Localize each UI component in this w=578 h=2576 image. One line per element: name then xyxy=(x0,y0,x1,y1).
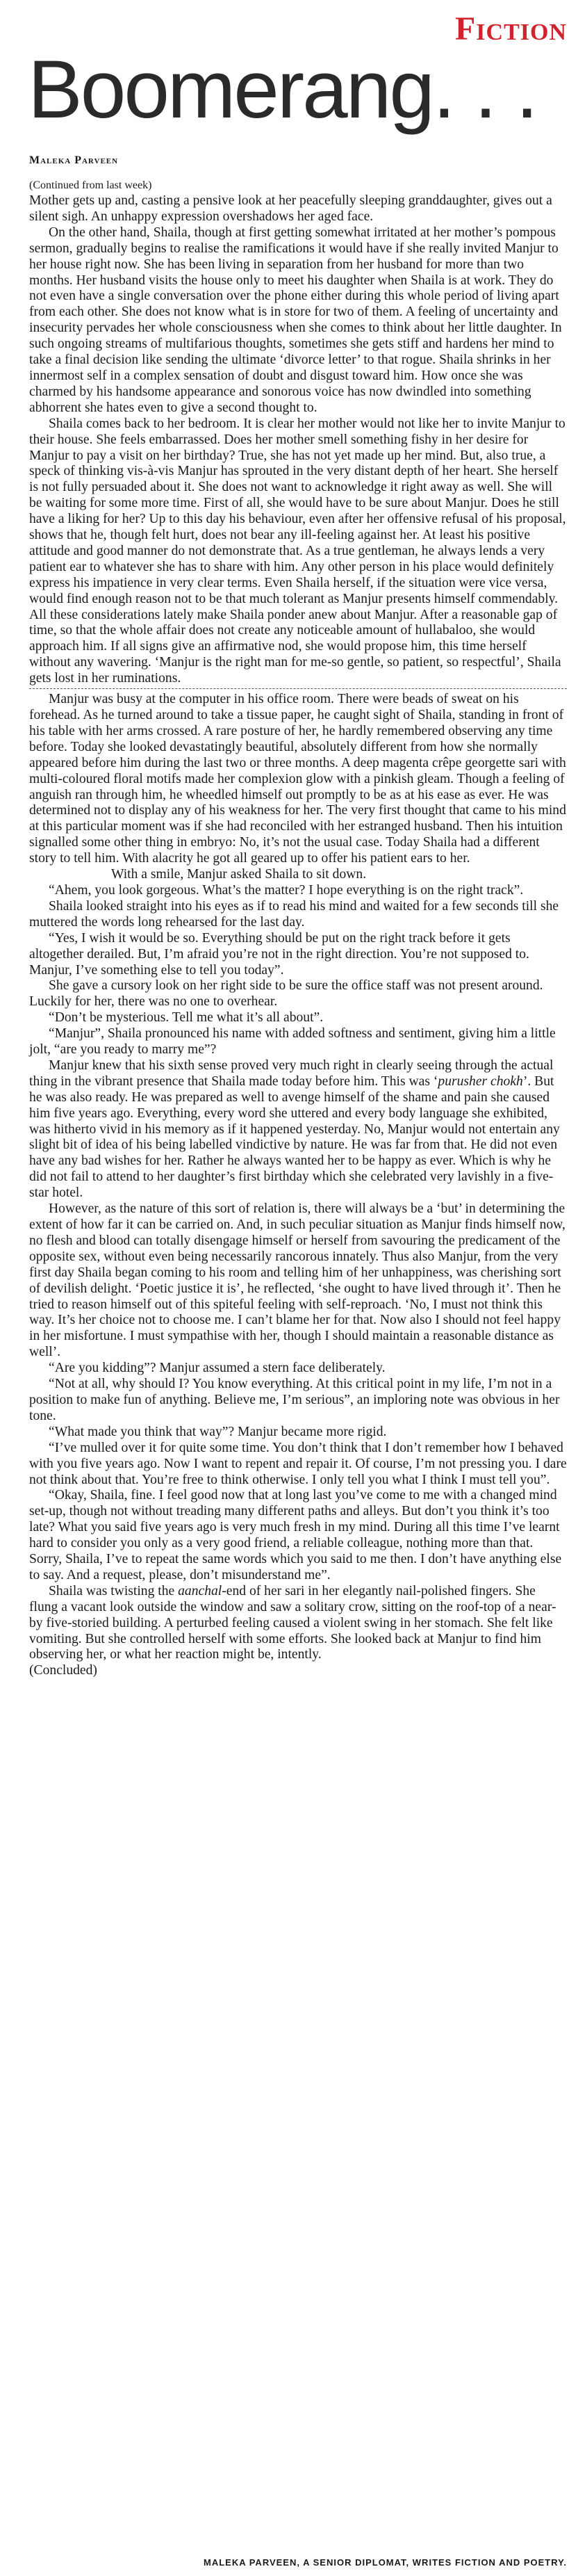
paragraph: “Don’t be mysterious. Tell me what it’s all about”. xyxy=(49,1010,324,1026)
paragraph-text: Shaila was twisting the xyxy=(49,1583,179,1598)
paragraph: “Ahem, you look gorgeous. What’s the matter? I hope everything is on the right track”. xyxy=(49,882,524,898)
continued-note: (Continued from last week) xyxy=(29,179,152,191)
paragraph: Shaila comes back to her bedroom. It is clear her mother would not like her to invite Manjur to their house. She feels embarrassed. Does her mother smell something fishy in her desire for Manjur to pay a visit on her birthday? True, she has not yet made up her mind. But, also true, a speck of thinking vis-à-vis Manjur has sprouted in the very distant depth of her heart. She herself is not fully persuaded about it. She does not want to acknowledge it right away as well. She will be waiting for some more time. First of all, she would have to be sure about Manjur. Does he still have a liking for her? Up to this day his behaviour, even after her offensive refusal of his proposal, shows that he, though felt hurt, does not bear any ill-feeling against her. At least his positive attitude and good manner do not demonstrate that. As a true gentleman, he always lends a very patient ear to whatever she has to share with him. Any other person in his place would definitely express his impatience in very clear terms. Even Shaila herself, if the situation were vice versa, would find enough reason not to be that much tolerant as Manjur presents himself commendably. All these considerations lately make Shaila ponder anew about Manjur. After a reasonable gap of time, so that the whole affair does not create any noticeable amount of hullabaloo, she would approach him. If all signs give an affirmative nod, she would propose him, this time herself without any wavering. ‘Manjur is the right man for me-so gentle, so patient, so respectful’, Shaila gets lost in her ruminations. xyxy=(29,416,566,686)
paragraph: Mother gets up and, casting a pensive look at her peacefully sleeping granddaughter, gives out a silent sigh. An unhappy expression overshadows her aged face. xyxy=(29,193,552,224)
paragraph: Manjur was busy at the computer in his office room. There were beads of sweat on his forehead. As he turned around to take a tissue paper, he caught sight of Shaila, standing in front of his table with her arms crossed. A rare posture of her, he hardly remembered observing any time before. Today she looked devastatingly beautiful, absolutely different from how she normally appeared before him during the last two or three months. A deep magenta crêpe georgette sari with multi-coloured floral motifs made her complexion glow with a pinkish gleam. Though a feeling of anguish ran through him, he wheedled himself out promptly to be as at his ease as ever. He was determined not to display any of his weakness for her. The very first thought that came to his mind at this particular moment was if she had reconciled with her estranged husband. Then his intuition signalled some other thing in embryo: No, it’s not the usual case. Today Shaila had a different story to tell him. With alacrity he got all geared up to offer his patient ears to her. xyxy=(29,692,566,866)
concluded-note: (Concluded) xyxy=(29,1663,97,1678)
paragraph: “Are you kidding”? Manjur assumed a stern face deliberately. xyxy=(49,1361,386,1376)
author-byline: Maleka Parveen xyxy=(29,154,119,166)
paragraph-text: -end of her sari in her elegantly nail-polished fingers. She flung a vacant look outside the window and saw a solitary crow, sitting on the roof-top of a near-by five-storied building. A perturbed feeling caused a violent swing in her stomach. She felt like vomiting. But she controlled herself with some efforts. She looked back at Manjur to find him observing her, or what her reaction might be, intently. xyxy=(29,1583,556,1662)
paragraph: Shaila looked straight into his eyes as if to read his mind and waited for a few seconds till she muttered the words long rehearsed for the last day. xyxy=(29,898,559,930)
section-label: Fiction xyxy=(454,10,567,47)
paragraph xyxy=(29,1058,567,1201)
author-note: MALEKA PARVEEN, A SENIOR DIPLOMAT, WRITES FICTION AND POETRY. xyxy=(203,2557,567,2568)
paragraph: “Not at all, why should I? You know everything. At this critical point in my life, I’m not in a position to make fun of anything. Believe me, I’m serious”, an imploring note was obvious in her tone. xyxy=(29,1377,560,1423)
paragraph: “Okay, Shaila, fine. I feel good now that at long last you’ve come to me with a changed mind set-up, though not without treading many different paths and alleys. But don’t you think it’s too late? What you said five years ago is very much fresh in my mind. During all this time I’ve learnt hard to consider you only as a very good friend, a reliable colleague, nothing more than that. Sorry, Shaila, I’ve to repeat the same words which you said to me then. I don’t have anything else to say. And a request, please, don’t misunderstand me”. xyxy=(29,1488,562,1582)
paragraph: “I’ve mulled over it for quite some time. You don’t think that I don’t remember how I behaved with you five years ago. Now I want to repent and repair it. Of course, I’m not pressing you. I dare not think about that. You’re free to think otherwise. I only tell you what I think I must tell you”. xyxy=(29,1440,567,1487)
article-body xyxy=(29,178,567,1679)
paragraph: On the other hand, Shaila, though at first getting somewhat irritated at her mother’s pompous sermon, gradually begins to realise the ramifications it would have if she really invited Manjur to her house right now. She has been living in separation from her husband for more than two months. Her husband visits the house only to meet his daughter when Shaila is at work. They do not even have a single conversation over the phone either during this whole period of living apart from each other. She does not know what is in store for two of them. A feeling of uncertainty and insecurity pervades her whole consciousness when she comes to think about her little daughter. In such ongoing streams of multifarious thoughts, sometimes she gets stiff and hardens her mind to take a final decision like sending the ultimate ‘divorce letter’ to that rogue. Shaila shrinks in her innermost self in a complex sensation of doubt and disgust toward him. How once she was charmed by his handsome appearance and sonorous voice has now dwindled into something abhorrent she hates even to give a second thought to. xyxy=(29,225,562,415)
article-title: Boomerang. . . xyxy=(28,44,536,136)
section-divider xyxy=(29,688,567,689)
paragraph: “What made you think that way”? Manjur became more rigid. xyxy=(49,1424,387,1439)
paragraph: With a smile, Manjur asked Shaila to sit down. xyxy=(111,867,367,882)
paragraph-text: ’. But he was also ready. He was prepared as well to avenge himself of the shame and pain she caused him five years ago. Everything, every word she uttered and every body language she exhibited, was hitherto vivid in his memory as if it happened yesterday. No, Manjur would not entertain any slight bit of idea of his being labelled vindictive by nature. He was far from that. He did not even have any bad wishes for her. Rather he always wanted her to be happy as ever. Which is why he did not fail to attend to her daughter’s first birthday which she celebrated very lavishly in a five-star hotel. xyxy=(29,1074,560,1201)
paragraph: She gave a cursory look on her right side to be sure the office staff was not present around. Luckily for her, there was no one to overhear. xyxy=(29,978,543,1010)
emphasis-text: purusher chokh xyxy=(438,1074,523,1089)
paragraph: However, as the nature of this sort of relation is, there will always be a ‘but’ in determining the extent of how far it can be carried on. And, in such peculiar situation as Manjur finds himself now, no flesh and blood can totally disengage himself or herself from savouring the predicament of the opposite sex, without even being necessarily rancorous innately. Thus also Manjur, from the very first day Shaila began coming to his room and telling him of her unhappiness, was cherishing sort of devilish delight. ‘Poetic justice it is’, he reflected, ‘she ought to have lived through it’. Then he tried to reason himself out of this spiteful feeling with self-reproach. ‘No, I must not think this way. It’s her choice not to choose me. I can’t blame her for that. Now also I should not feel happy in her misfortune. I must sympathise with her, though I should maintain a reasonable distance as well’. xyxy=(29,1201,565,1360)
paragraph xyxy=(29,1584,567,1664)
paragraph-text: Manjur knew that his sixth sense proved very much right in clearly seeing through the actual thing in the vibrant presence that Shaila made today before him. This was ‘ xyxy=(29,1058,554,1089)
paragraph: “Yes, I wish it would be so. Everything should be put on the right track before it gets altogether derailed. But, I’m afraid you’re not in the right direction. You’re not supposed to. Manjur, I’ve something else to tell you today”. xyxy=(29,930,529,978)
emphasis-text: aanchal xyxy=(178,1583,222,1598)
paragraph: “Manjur”, Shaila pronounced his name with added softness and sentiment, giving him a little jolt, “are you ready to marry me”? xyxy=(29,1026,556,1058)
